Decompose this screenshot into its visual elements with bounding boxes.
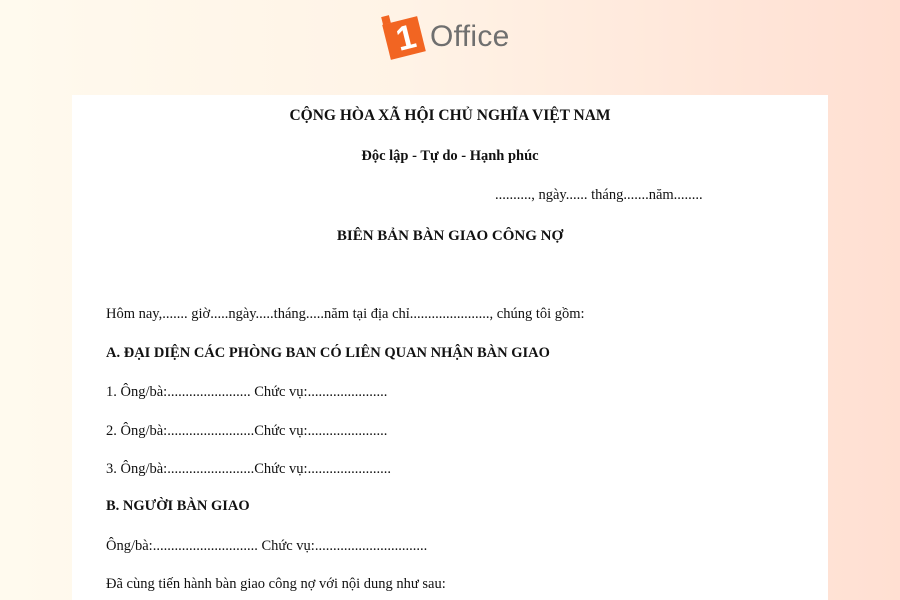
national-title: CỘNG HÒA XÃ HỘI CHỦ NGHĨA VIỆT NAM: [289, 107, 611, 124]
closing-line: Đã cùng tiến hành bàn giao công nợ với nội dung như sau:: [106, 576, 446, 592]
section-b-heading: B. NGƯỜI BÀN GIAO: [106, 498, 250, 514]
section-b-line: Ông/bà:............................. Chức vụ:...............................: [106, 538, 428, 554]
section-a-item: 3. Ông/bà:........................Chức vụ:.......................: [106, 461, 391, 477]
section-a-item: 2. Ông/bà:........................Chức vụ:......................: [106, 423, 388, 439]
brand-name: Office: [430, 20, 510, 53]
brand-logo: [380, 12, 510, 62]
date-line: .........., ngày...... tháng.......năm........: [495, 187, 703, 203]
1office-logo-icon: 1: [380, 14, 426, 60]
section-a-heading: A. ĐẠI DIỆN CÁC PHÒNG BAN CÓ LIÊN QUAN NHẬN BÀN GIAO: [106, 345, 550, 361]
motto: Độc lập - Tự do - Hạnh phúc: [361, 148, 539, 164]
intro-line: Hôm nay,....... giờ.....ngày.....tháng.....năm tại địa chỉ......................, chúng tôi gồm:: [106, 306, 585, 322]
section-a-item: 1. Ông/bà:....................... Chức vụ:......................: [106, 384, 388, 400]
document-title: BIÊN BẢN BÀN GIAO CÔNG NỢ: [336, 228, 564, 244]
document-page: [72, 95, 828, 600]
